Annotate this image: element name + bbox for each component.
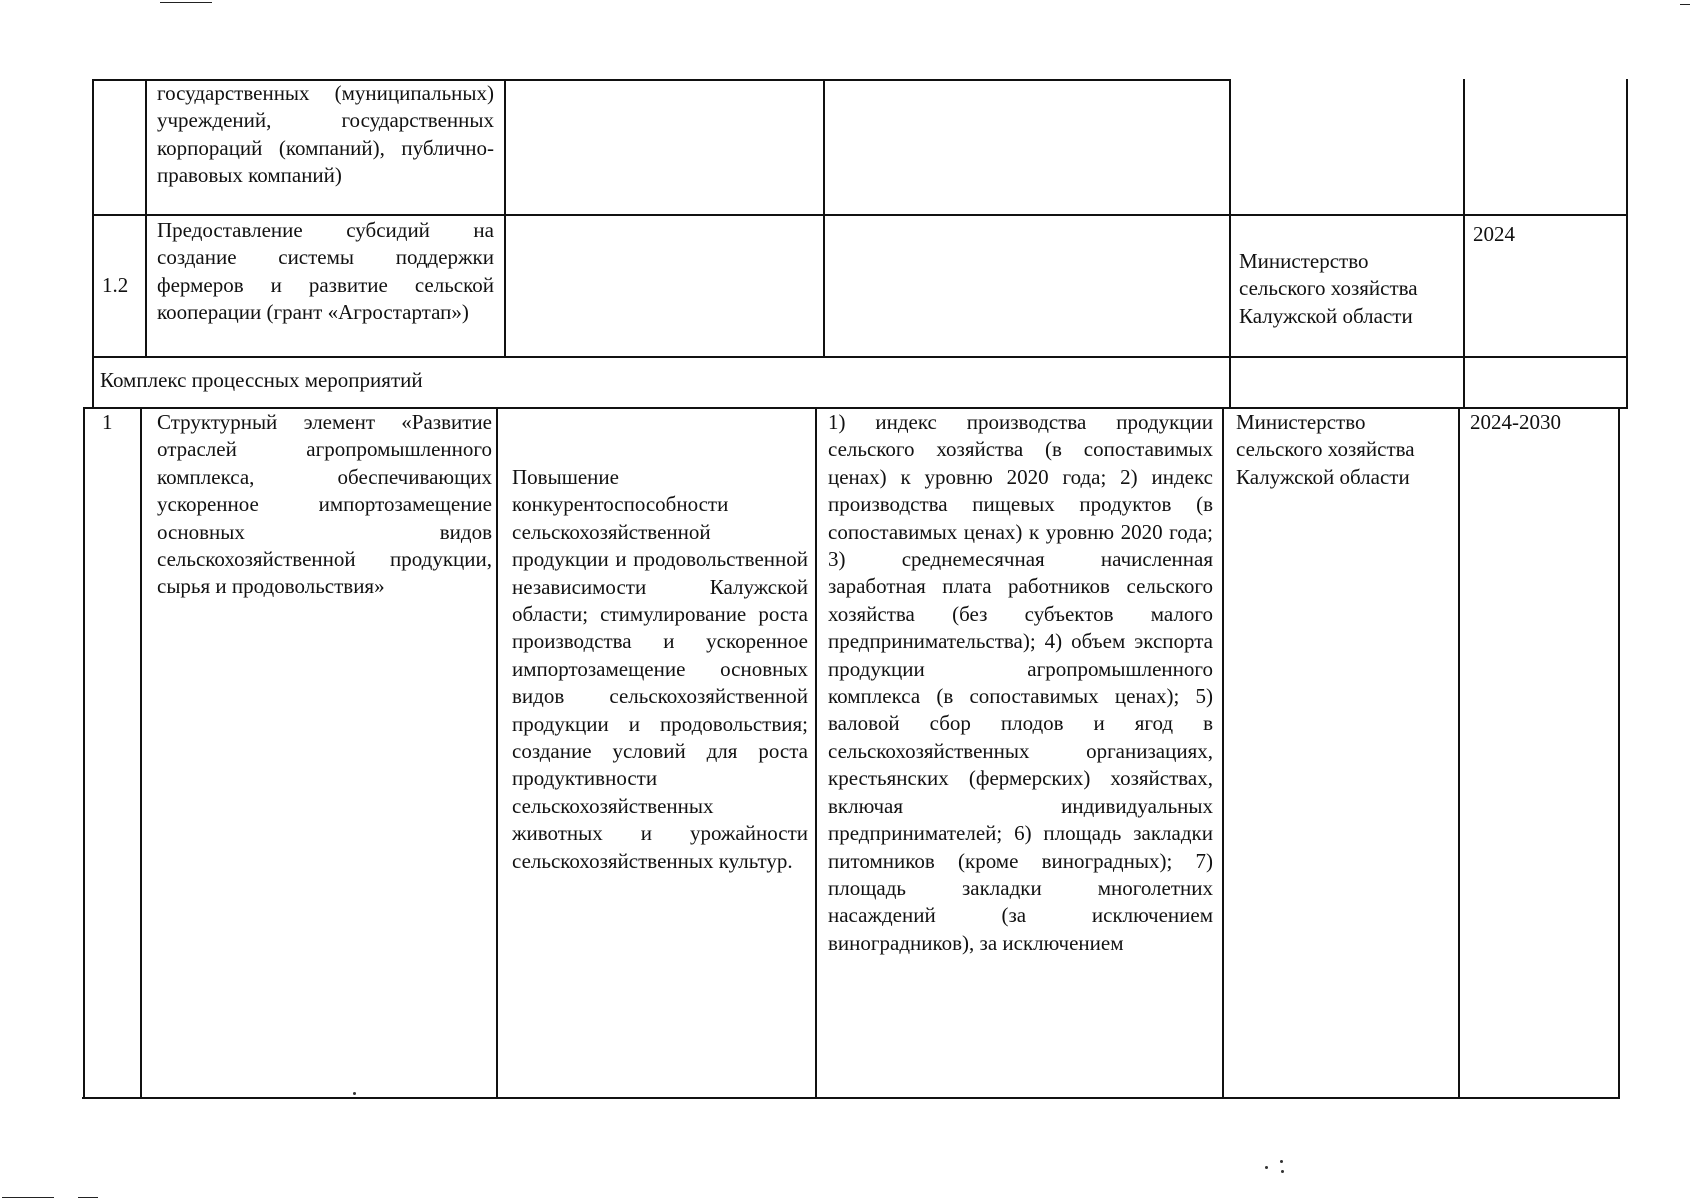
- row-1-2-period-cell: 2024: [1473, 222, 1515, 246]
- table-bottom-border: [82, 1097, 1619, 1099]
- row-1-2-number: 1.2: [102, 273, 129, 297]
- col-border: [815, 407, 817, 1099]
- row-1-responsible-cell: Министерство сельского хозяйства Калужской области: [1236, 410, 1415, 489]
- col-border: [83, 407, 85, 1099]
- scan-mark-bottom-left: [2, 1197, 54, 1198]
- row-1-number: 1: [102, 410, 113, 434]
- col-border: [140, 407, 142, 1099]
- col-border: [1229, 79, 1231, 409]
- col-border: [823, 79, 825, 357]
- page-mark: [1280, 1160, 1283, 1163]
- stray-dot: [353, 1092, 356, 1095]
- row-divider: [92, 356, 1627, 358]
- page-mark: [1281, 1170, 1284, 1173]
- scan-mark-bottom-left-2: [78, 1197, 98, 1198]
- scan-mark-top-right: [1680, 4, 1690, 5]
- col-border: [92, 79, 94, 409]
- row-1-tasks-cell: Повышение конкурентоспособности сельскохозяйственной продукции и продовольственной независимости Калужской области; стимулирование роста производства и ускоренное импортозамещение основных видов сельскохозяйственной продукции и продовольствия; создание условий для роста продуктивности сельскохозяйственных животных и урожайности сельскохозяйственных культур.: [512, 465, 808, 873]
- row-1-indicators-cell: 1) индекс производства продукции сельского хозяйства (в сопоставимых ценах) к уровню 2020 года; 2) индекс производства пищевых продуктов (в сопоставимых ценах) к уровню 2020 года; 3) среднемесячная начисленная заработная плата работников сельского хозяйства (без субъектов малого предпринимательства); 4) объем экспорта продукции агропромышленного комплекса (в сопоставимых ценах); 5) валовой сбор плодов и ягод в сельскохозяйственных организациях, крестьянских (фермерских) хозяйствах, включая индивидуальных предпринимателей; 6) площадь закладки питомников (кроме виноградных); 7) площадь закладки многолетних насаждений (за исключением виноградников), за исключением: [828, 410, 1213, 955]
- col-border: [1458, 407, 1460, 1099]
- row-1-name-cell: Структурный элемент «Развитие отраслей агропромышленного комплекса, обеспечивающих ускоренное импортозамещение основных видов сельскохозяйственной продукции, сырья и продовольствия»: [157, 410, 492, 599]
- col-border: [1626, 79, 1628, 409]
- col-border: [504, 79, 506, 357]
- col-border: [496, 407, 498, 1099]
- row-1-period-cell: 2024-2030: [1470, 410, 1561, 434]
- col-border: [1463, 79, 1465, 409]
- col-border: [1618, 407, 1620, 1099]
- cont-row-name-cell: государственных (муниципальных) учреждений, государственных корпораций (компаний), публично-правовых компаний): [157, 81, 494, 188]
- col-border: [1222, 407, 1224, 1099]
- row-1-2-name-cell: Предоставление субсидий на создание системы поддержки фермеров и развитие сельской кооперации (грант «Агростартап»): [157, 218, 494, 325]
- page-mark: [1265, 1166, 1268, 1169]
- row-divider: [92, 214, 1627, 216]
- col-border: [145, 79, 147, 357]
- scan-mark-top: [160, 2, 212, 3]
- section-title: Комплекс процессных мероприятий: [100, 368, 423, 392]
- row-1-2-responsible-cell: Министерство сельского хозяйства Калужской области: [1239, 249, 1418, 328]
